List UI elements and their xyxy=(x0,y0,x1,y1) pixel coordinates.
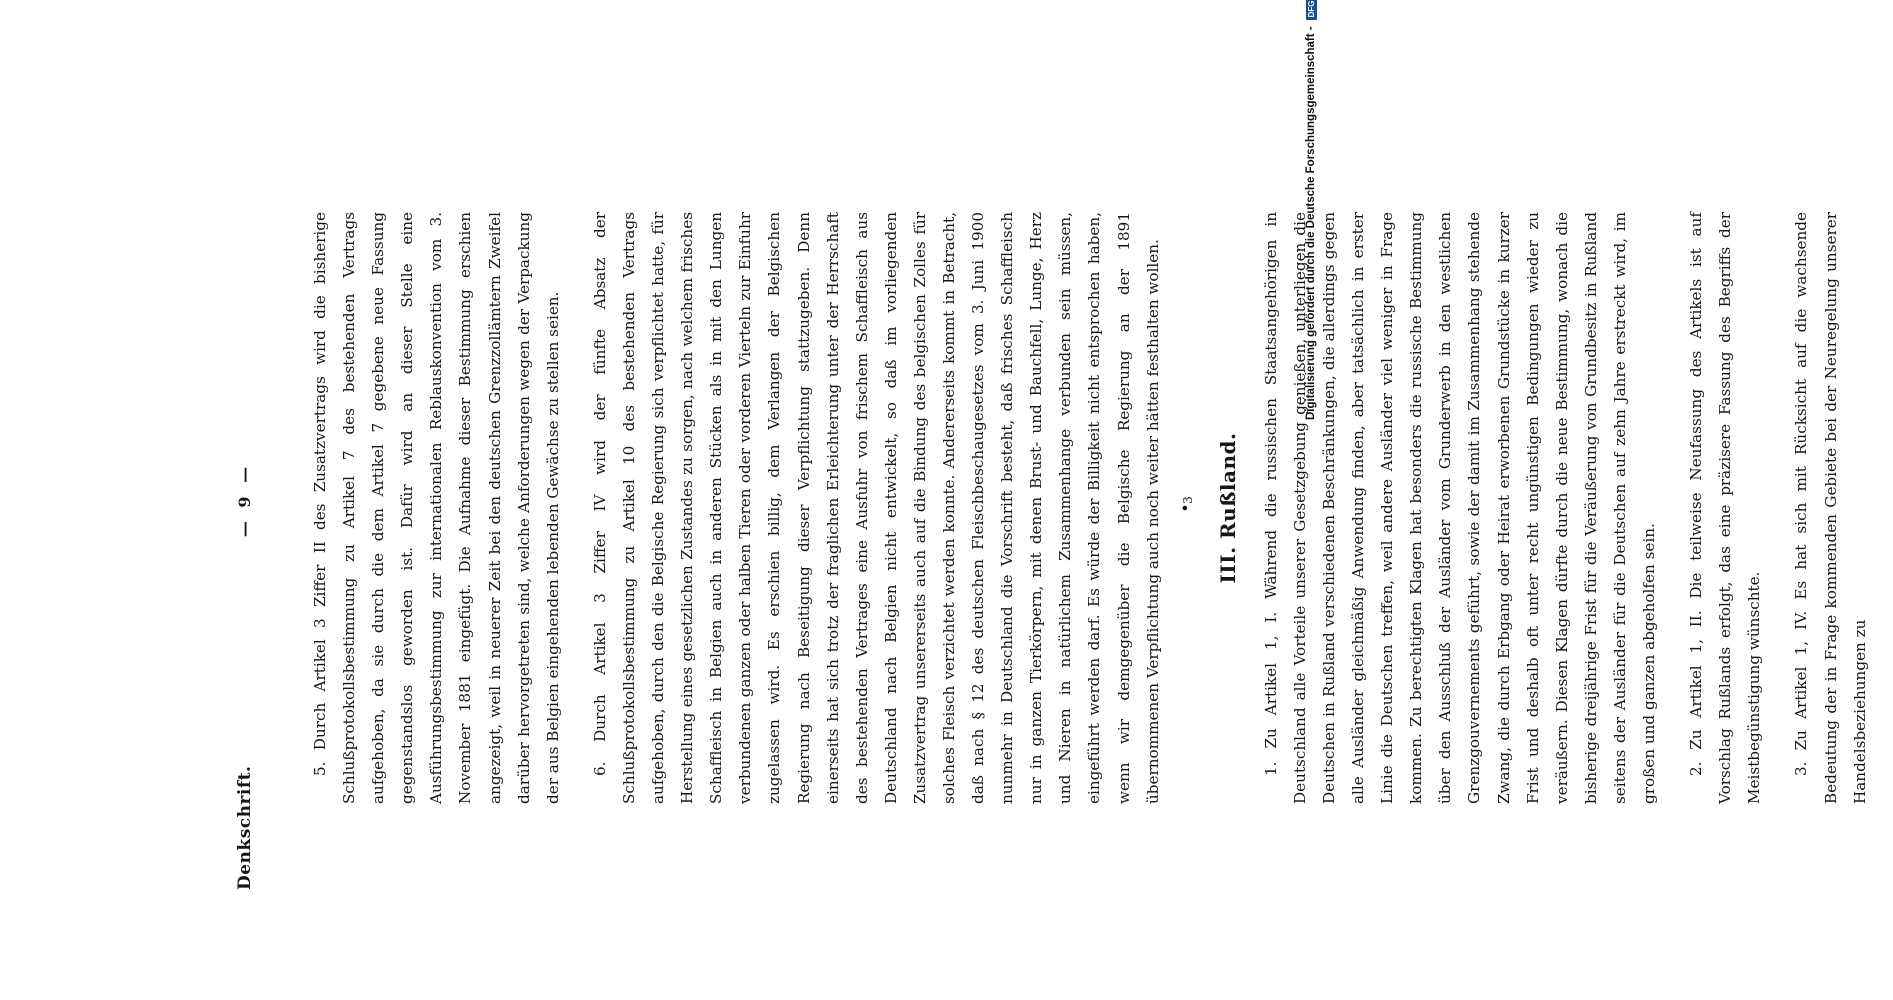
section-heading-russland: III. Rußland. xyxy=(1215,432,1240,584)
stray-mark: • xyxy=(1175,503,1195,513)
paragraph-6: 6. Durch Artikel 3 Ziffer IV wird der fünfte Absatz der Schlußprotokollsbestimmung zu Artikel 10 des bestehenden Vertrags aufgehoben, durch den die Belgische Regierung sich verpflichtet hatte, für Herstellung eines gesetzlichen Zustandes zu sorgen, nach welchem frisches Schaffleisch in Belgien auch in anderen Stücken als in mit den Lungen verbundenen ganzen oder halben Tieren oder vorderen Vierteln zur Einfuhr zugelassen wird. Es erschien billig, dem Verlangen der Belgischen Regierung nach Beseitigung dieser Verpflichtung stattzugeben. Denn einerseits hat sich trotz der fraglichen Erleichterung unter der Herrschaft des bestehenden Vertrages eine Ausfuhr von frischem Schaffleisch aus Deutschland nach Belgien nicht entwickelt, so daß im vorliegenden Zusatzvertrag unsererseits auch auf die Bindung des belgischen Zolles für solches Fleisch verzichtet werden konnte. Andererseits kommt in Betracht, daß nach § 12 des deutschen Fleischbeschaugesetzes vom 3. Juni 1900 nunmehr in Deutschland die Vorschrift besteht, daß frisches Schaffleisch nur in ganzen Tierkörpern, mit denen Brust- und Bauchfell, Lunge, Herz und Nieren in natürlichem Zusammenhange verbunden sein müssen, eingeführt werden darf. Es würde der Billigkeit nicht entsprochen haben, wenn wir demgegenüber die Belgische Regierung an der 1891 übernommenen Verpflichtung auch noch weiter hätten festhalten wollen. xyxy=(590,212,1162,804)
paragraph-russland-1: 1. Zu Artikel 1, I. Während die russischen Staatsangehörigen in Deutschland alle Vorteile unserer Gesetzgebung genießen, unterliegen die Deutschen in Rußland verschiedenen Beschränkungen, die allerdings gegen alle Ausländer gleichmäßig Anwendung finden, aber tatsächlich in erster Linie die Deutschen treffen, weil andere Ausländer viel weniger in Frage kommen. Zu berechtigten Klagen hat besonders die russische Bestimmung über den Ausschluß der Ausländer vom Grunderwerb in den westlichen Grenzgouvernements geführt, sowie der damit im Zusammenhang stehende Zwang, die durch Erbgang oder Heirat erworbenen Grundstücke in kurzer Frist und deshalb oft unter recht ungünstigen Bedingungen wieder zu veräußern. Diesen Klagen dürfte durch die neue Bestimmung, wonach die bisherige dreijährige Frist für die Veräußerung von Grundbesitz in Rußland seitens der Ausländer für die Deutschen auf zehn Jahre erstreckt wird, im großen und ganzen abgeholfen sein. xyxy=(1261,212,1659,804)
paragraph-russland-3: 3. Zu Artikel 1, IV. Es hat sich mit Rücksicht auf die wachsende Bedeutung der in Frage kommenden Gebiete bei der Neuregelung unserer Handelsbeziehungen zu xyxy=(1792,212,1869,804)
paragraph-5: 5. Durch Artikel 3 Ziffer II des Zusatzvertrags wird die bisherige Schlußprotokollsbestimmung zu Artikel 7 des bestehenden Vertrags aufgehoben, da sie durch die dem Artikel 7 gegebene neue Fassung gegenstandslos geworden ist. Dafür wird an dieser Stelle eine Ausführungsbestimmung zur internationalen Reblauskonvention vom 3. November 1881 eingefügt. Die Aufnahme dieser Bestimmung erschien angezeigt, weil in neuerer Zeit bei den deutschen Grenzzollämtern Zweifel darüber hervorgetreten sind, welche Anforderungen wegen der Verpackung der aus Belgien eingehenden lebenden Gewächse zu stellen seien. xyxy=(311,212,562,804)
paragraph-russland-2: 2. Zu Artikel 1, II. Die teilweise Neufassung des Artikels ist auf Vorschlag Rußlands erfolgt, das eine präzisere Fassung des Begriffs der Meistbegünstigung wünschte. xyxy=(1687,212,1764,804)
banner-text: Digitalisierung gefördert durch die Deutsche Forschungsgemeinschaft - xyxy=(1305,26,1317,420)
dfg-logo-icon: DFG xyxy=(1306,0,1317,20)
digitization-banner xyxy=(1297,0,1325,1000)
signature-mark: 3 xyxy=(1181,496,1195,504)
running-head-title: Denkschrift. xyxy=(235,765,255,890)
page-number: — 9 — xyxy=(235,462,254,538)
document-body xyxy=(306,212,1893,804)
page-header xyxy=(235,0,265,1000)
